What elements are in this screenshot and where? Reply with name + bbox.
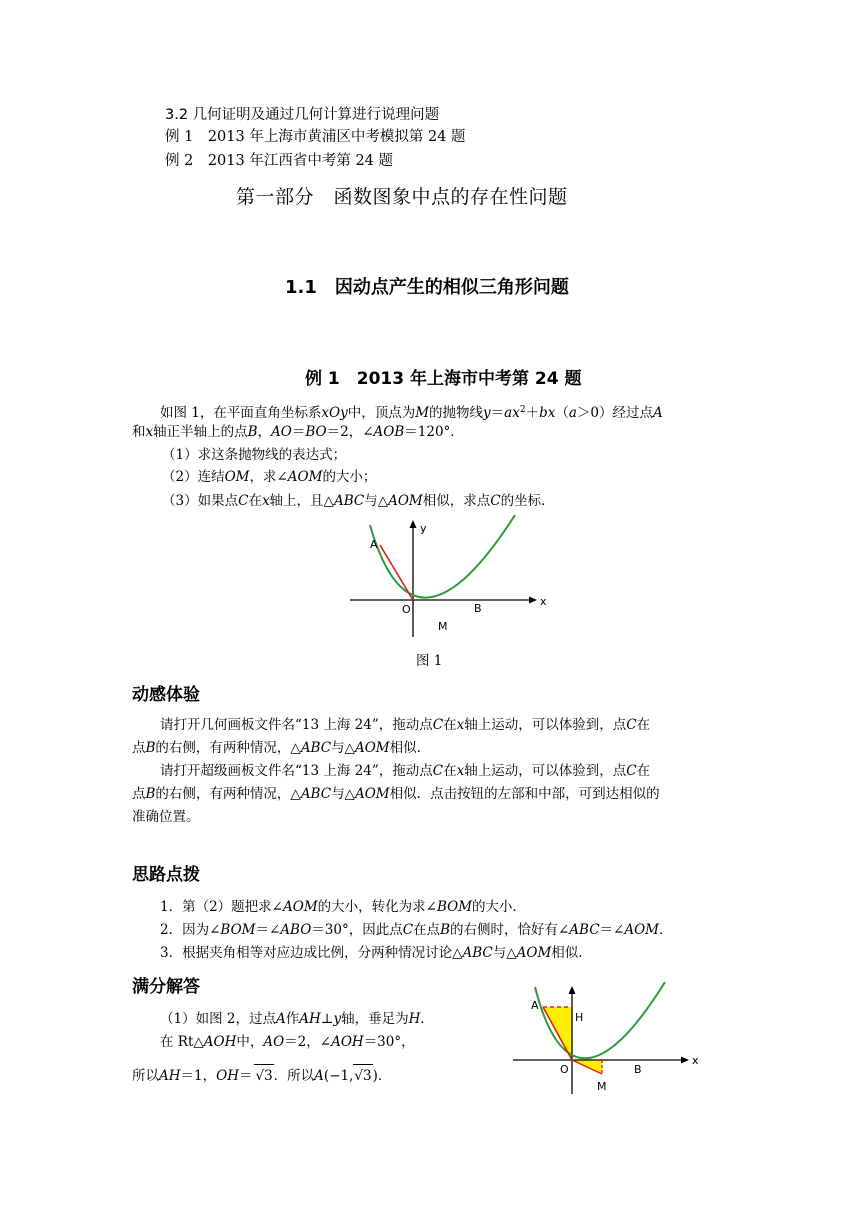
label-M: M: [438, 620, 448, 633]
label-M: M: [597, 1080, 607, 1093]
example-title: 例 1 2013 年上海市中考第 24 题: [305, 369, 582, 389]
label-H: H: [575, 1011, 584, 1024]
label-y: y: [420, 522, 427, 535]
part-title: 第一部分 函数图象中点的存在性问题: [236, 186, 568, 208]
figure-1: [340, 515, 560, 640]
question-1: （1）求这条抛物线的表达式；: [162, 447, 347, 463]
label-O: O: [402, 603, 411, 616]
dynamic-line-5: 准确位置。: [132, 809, 200, 825]
label-A: A: [531, 999, 539, 1012]
label-B: B: [634, 1063, 642, 1076]
hint-1: 1．第（2）题把求∠AOM的大小，转化为求∠BOM的大小．: [160, 899, 527, 915]
dynamic-line-1: 请打开几何画板文件名“13 上海 24”，拖动点C在x轴上运动，可以体验到，点C在: [160, 717, 651, 733]
solution-line-1: （1）如图 2，过点A作AH⊥y轴，垂足为H．: [160, 1011, 434, 1027]
question-3: （3）如果点C在x轴上，且△ABC与△AOM相似，求点C的坐标．: [162, 493, 555, 509]
parabola: [370, 515, 515, 598]
toc-section-3-2: 3.2 几何证明及通过几何计算进行说理问题: [165, 107, 440, 123]
figure-1-caption: 图 1: [416, 653, 443, 669]
x-axis-arrow: [529, 597, 537, 604]
solution-heading: 满分解答: [132, 977, 200, 997]
hints-heading: 思路点拨: [132, 865, 200, 885]
sqrt-3: √3: [254, 1064, 273, 1087]
question-2: （2）连结OM，求∠AOM的大小；: [162, 469, 377, 485]
section-title: 1.1 因动点产生的相似三角形问题: [285, 277, 569, 298]
problem-line-2: 和x轴正半轴上的点B，AO＝BO＝2，∠AOB＝120°．: [132, 424, 464, 440]
y-axis-arrow: [569, 986, 576, 994]
label-A: A: [370, 538, 378, 551]
y-axis-arrow: [410, 520, 417, 528]
hint-2: 2．因为∠BOM＝∠ABO＝30°，因此点C在点B的右侧时，恰好有∠ABC＝∠AOM．: [160, 922, 673, 938]
label-B: B: [474, 602, 482, 615]
label-x: x: [540, 595, 547, 608]
hint-3: 3．根据夹角相等对应边成比例，分两种情况讨论△ABC与△AOM相似．: [160, 945, 592, 961]
segment-AO: [380, 545, 413, 600]
label-O: O: [560, 1063, 569, 1076]
dynamic-line-2: 点B的右侧，有两种情况，△ABC与△AOM相似．: [132, 740, 431, 756]
toc-example-1: 例 1 2013 年上海市黄浦区中考模拟第 24 题: [165, 129, 466, 145]
problem-line-1: 如图 1，在平面直角坐标系xOy中，顶点为M的抛物线$y=ax^2+bx(a>0)$经过点A: [160, 405, 663, 421]
figure-2: [505, 982, 710, 1097]
dynamic-line-3: 请打开超级画板文件名“13 上海 24”，拖动点C在x轴上运动，可以体验到，点C在: [160, 763, 651, 779]
label-x: x: [692, 1054, 699, 1067]
x-axis-arrow: [681, 1057, 689, 1064]
solution-line-3: 所以AH＝1，OH＝ √3．所以A(−1,√3)．: [132, 1064, 391, 1087]
toc-example-2: 例 2 2013 年江西省中考第 24 题: [165, 153, 394, 169]
sqrt-3b: √3: [353, 1064, 372, 1087]
dynamic-line-4: 点B的右侧，有两种情况，△ABC与△AOM相似．点击按钮的左部和中部，可到达相似的: [132, 786, 660, 802]
dynamic-heading: 动感体验: [132, 685, 200, 705]
solution-line-2: 在 Rt△AOH中，AO＝2，∠AOH＝30°，: [160, 1034, 415, 1050]
